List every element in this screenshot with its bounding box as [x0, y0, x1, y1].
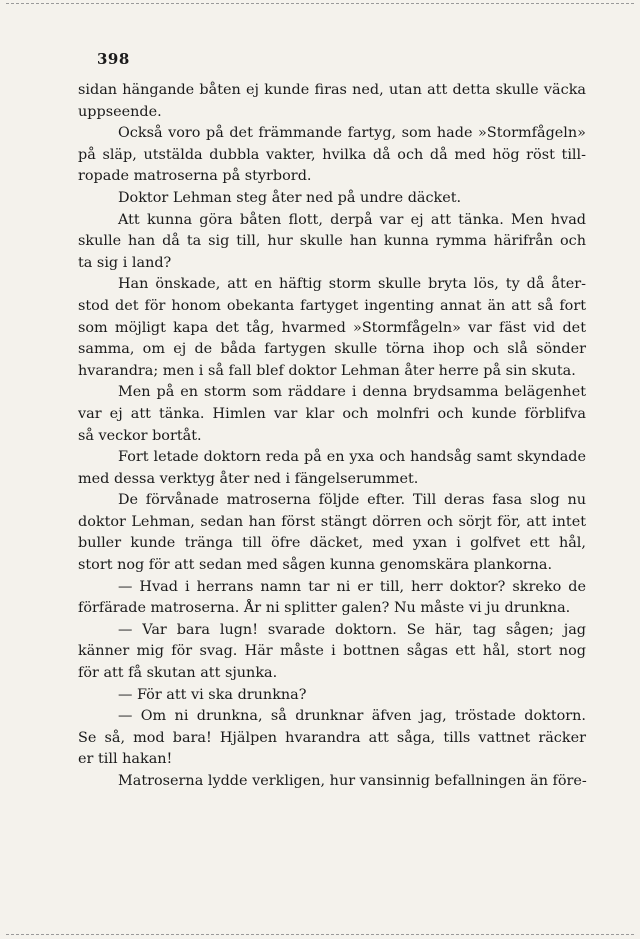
- text-line: — För att vi ska drunkna?: [118, 686, 307, 703]
- text-line: Att kunna göra båten flott, derpå var ej att tänka. Men hvad: [118, 211, 586, 228]
- text-line: som möjligt kapa det tåg, hvarmed »Stormfågeln» var fäst vid det: [78, 319, 586, 336]
- text-line: var ej att tänka. Himlen var klar och molnfri och kunde förblifva: [78, 405, 586, 422]
- text-line: hvarandra; men i så fall blef doktor Lehman åter herre på sin skuta.: [78, 362, 576, 379]
- text-line: Doktor Lehman steg åter ned på undre däcket.: [118, 189, 462, 206]
- text-line: Också voro på det främmande fartyg, som hade »Stormfågeln»: [118, 125, 586, 142]
- top-border-line: [6, 3, 634, 4]
- text-line: uppseende.: [78, 103, 162, 120]
- text-line: Fort letade doktorn reda på en yxa och handsåg samt skyndade: [118, 449, 586, 466]
- text-line: känner mig för svag. Här måste i bottnen sågas ett hål, stort nog: [78, 643, 586, 660]
- text-line: Matroserna lydde verkligen, hur vansinnig befallningen än före-: [118, 773, 587, 789]
- page-number: 398: [97, 50, 130, 68]
- text-line: buller kunde tränga till öfre däcket, med yxan i golfvet ett hål,: [78, 535, 586, 552]
- text-line: stod det för honom obekanta fartyget ingenting annat än att så fort: [78, 297, 586, 314]
- text-line: för att få skutan att sjunka.: [78, 665, 278, 682]
- text-line: Han önskade, att en häftig storm skulle bryta lös, ty då åter-: [118, 276, 586, 293]
- text-line: skulle han då ta sig till, hur skulle han kunna rymma härifrån och: [78, 233, 586, 250]
- text-line: er till hakan!: [78, 751, 173, 768]
- text-line: — Om ni drunkna, så drunknar äfven jag, tröstade doktorn.: [118, 708, 586, 725]
- text-line: Men på en storm som räddare i denna brydsamma belägenhet: [118, 384, 586, 401]
- bottom-border-line: [6, 934, 634, 935]
- text-line: ta sig i land?: [78, 254, 172, 271]
- text-line: sidan hängande båten ej kunde firas ned, utan att detta skulle väcka: [78, 82, 586, 98]
- text-line: stort nog för att sedan med sågen kunna genomskära plankorna.: [78, 557, 553, 574]
- text-line: Se så, mod bara! Hjälpen hvarandra att såga, tills vattnet räcker: [78, 729, 586, 746]
- text-line: så veckor bortåt.: [78, 427, 202, 444]
- text-line: doktor Lehman, sedan han först stängt dörren och sörjt för, att intet: [78, 513, 586, 530]
- text-line: förfärade matroserna. År ni splitter galen? Nu måste vi ju drunkna.: [78, 600, 571, 617]
- text-line: samma, om ej de båda fartygen skulle törna ihop och slå sönder: [78, 341, 586, 358]
- body-text: [78, 80, 586, 793]
- text-line: De förvånade matroserna följde efter. Till deras fasa slog nu: [118, 492, 586, 509]
- text-line: — Hvad i herrans namn tar ni er till, herr doktor? skreko de: [118, 578, 586, 595]
- text-line: — Var bara lugn! svarade doktorn. Se här, tag sågen; jag: [118, 621, 586, 638]
- text-line: ropade matroserna på styrbord.: [78, 168, 312, 185]
- text-line: på släp, utstälda dubbla vakter, hvilka då och då med hög röst till-: [78, 146, 586, 163]
- text-line: med dessa verktyg åter ned i fängelserummet.: [78, 470, 419, 487]
